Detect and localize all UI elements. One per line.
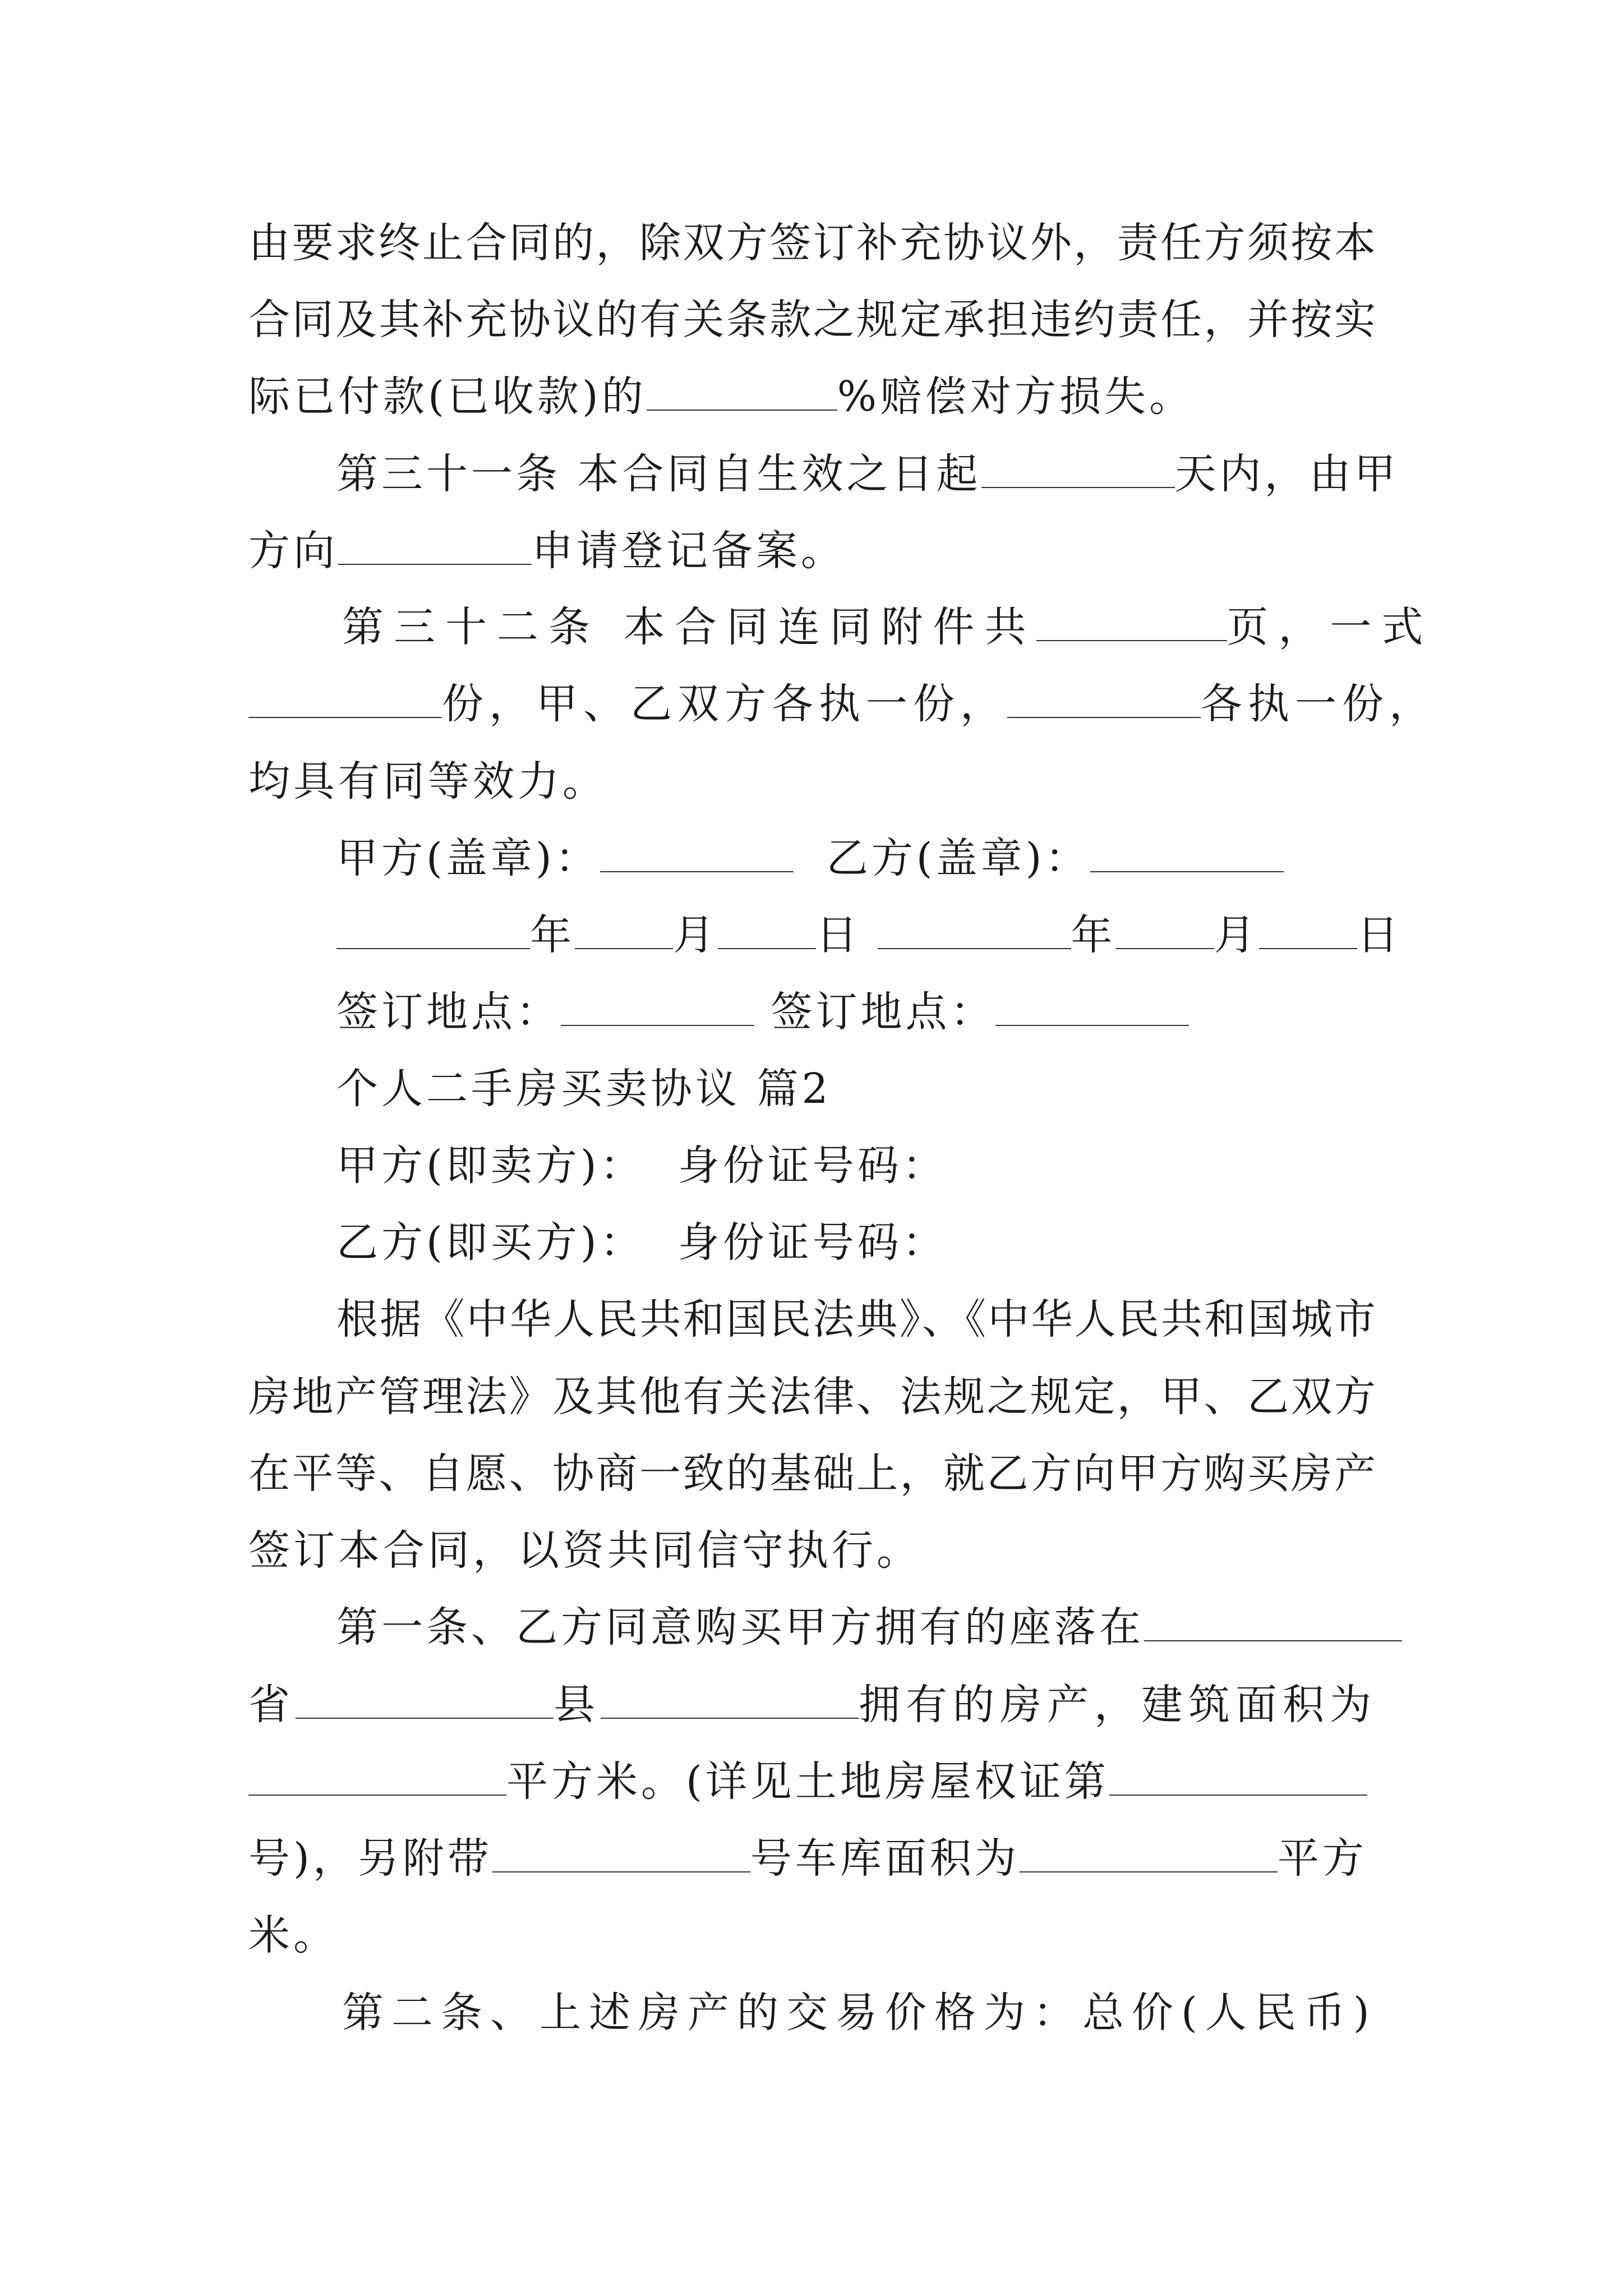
fill-blank (336, 913, 530, 949)
text-segment: 平方 (1277, 1834, 1367, 1883)
fill-blank (981, 452, 1175, 488)
article-31-line (248, 523, 846, 579)
day-label: 日 (1357, 911, 1402, 959)
article-1-line (336, 1599, 1402, 1655)
party-a-seal-label: 甲方(盖章)： (336, 834, 600, 882)
body-text-line: 合同及其补充协议的有关条款之规定承担违约责任，并按实 (248, 296, 1376, 344)
body-text-line: 在平等、自愿、协商一致的基础上，就乙方向甲方购买房产 (248, 1450, 1376, 1498)
text-segment: 第一条、乙方同意购买甲方拥有的座落在 (336, 1603, 1144, 1651)
sign-place-label: 签订地点： (336, 988, 561, 1036)
article-1-line: 米。 (248, 1911, 338, 1959)
fill-blank (995, 990, 1189, 1026)
body-text-line: 根据《中华人民共和国民法典》、《中华人民共和国城市 (336, 1295, 1376, 1343)
fill-blank (601, 1683, 859, 1719)
fill-blank (1109, 1760, 1367, 1796)
fill-blank (1116, 913, 1214, 949)
fill-blank (1259, 913, 1357, 949)
fill-blank (1036, 605, 1227, 641)
party-b-seal-label: 乙方(盖章)： (826, 834, 1090, 882)
fill-blank (1020, 1837, 1278, 1872)
fill-blank (647, 375, 837, 411)
date-line (336, 907, 1402, 963)
article-32-line: 均具有同等效力。 (248, 757, 607, 806)
year-label: 年 (1071, 911, 1116, 959)
body-text-line (248, 369, 1194, 425)
text-segment: 号车库面积为 (750, 1834, 1020, 1883)
signature-line (336, 830, 1284, 886)
body-text-line: 房地产管理法》及其他有关法律、法规之规定，甲、乙双方 (248, 1373, 1376, 1421)
article-31-line (336, 446, 1399, 502)
fill-blank (248, 682, 442, 718)
article-32-line (342, 599, 1433, 655)
text-segment: 天内，由甲 (1174, 450, 1399, 498)
fill-blank (718, 913, 816, 949)
text-segment: 申请登记备案。 (532, 527, 846, 575)
fill-blank (878, 913, 1071, 949)
fill-blank (561, 990, 754, 1026)
text-segment: 第三十一条 本合同自生效之日起 (336, 450, 981, 498)
month-label: 月 (673, 911, 718, 959)
fill-blank (492, 1837, 750, 1872)
place-line (336, 984, 1189, 1040)
text-segment: 县 (554, 1681, 601, 1729)
text-segment: 际已付款(已收款)的 (248, 372, 647, 421)
text-segment: 平方米。(详见土地房屋权证第 (506, 1757, 1109, 1806)
text-segment: %赔偿对方损失。 (837, 372, 1195, 421)
body-text-line: 签订本合同，以资共同信守执行。 (248, 1526, 921, 1575)
fill-blank (248, 1760, 506, 1796)
fill-blank (338, 529, 532, 565)
buyer-line: 乙方(即买方)： 身份证号码： (336, 1218, 947, 1267)
text-segment: 各执一份， (1201, 680, 1436, 728)
fill-blank (1090, 836, 1284, 872)
text-segment: 拥有的房产，建筑面积为 (859, 1681, 1377, 1729)
year-label: 年 (530, 911, 575, 959)
article-1-line (248, 1754, 1367, 1810)
section-title: 个人二手房买卖协议 篇2 (336, 1065, 832, 1113)
text-segment: 省 (248, 1681, 296, 1729)
fill-blank (575, 913, 673, 949)
fill-blank (1007, 682, 1201, 718)
sign-place-label: 签订地点： (771, 988, 995, 1036)
fill-blank (1144, 1605, 1402, 1641)
text-segment: 第三十二条 本合同连同附件共 (342, 603, 1036, 651)
fill-blank (600, 836, 794, 872)
month-label: 月 (1214, 911, 1259, 959)
body-text-line: 由要求终止合同的，除双方签订补充协议外，责任方须按本 (248, 219, 1376, 267)
article-1-line (248, 1830, 1367, 1887)
text-segment: 号)，另附带 (248, 1834, 492, 1883)
text-segment: 页，一式 (1227, 603, 1433, 651)
seller-line: 甲方(即卖方)： 身份证号码： (336, 1142, 947, 1190)
text-segment: 方向 (248, 527, 338, 575)
day-label: 日 (816, 911, 861, 959)
article-32-line (248, 676, 1436, 732)
article-1-line (248, 1677, 1377, 1733)
article-2-line: 第二条、上述房产的交易价格为：总价(人民币) (342, 1989, 1377, 2037)
fill-blank (296, 1683, 554, 1719)
text-segment: 份，甲、乙双方各执一份， (442, 680, 1007, 728)
